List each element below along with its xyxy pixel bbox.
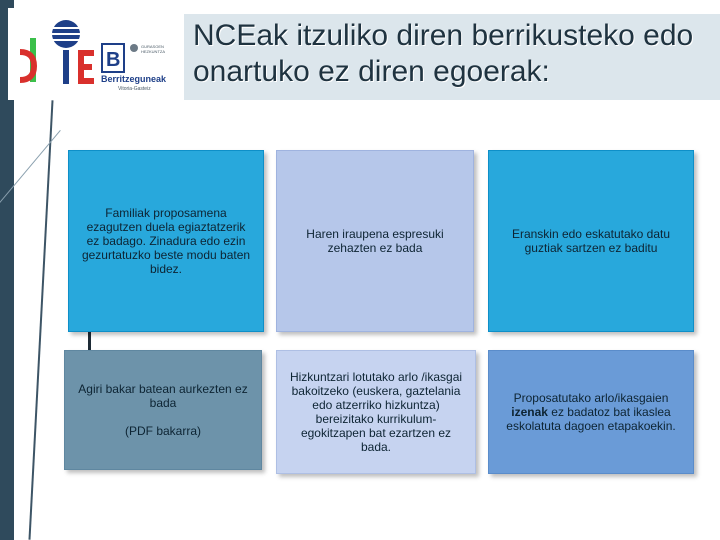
- cell-text-bold: izenak: [511, 405, 548, 419]
- decorative-line: [28, 100, 53, 540]
- grid-cell-r1c1: [68, 150, 264, 332]
- grid-cell-r2c1: [64, 350, 262, 470]
- brand-sub-text: Vitoria-Gasteiz: [118, 86, 151, 92]
- grid-cell-r2c2: [276, 350, 476, 474]
- cell-text-part: ez badatoz bat ikaslea eskolatuta dagoen etapakoekin.: [506, 405, 676, 433]
- grid-cell-r1c2: [276, 150, 474, 332]
- cell-text: Familiak proposamena ezagutzen duela egiaztatzerik ez badago. Zinadura edo ezin gezurtatuzko beste modu baten bidez.: [81, 206, 251, 276]
- logo-area: [8, 8, 184, 100]
- cell-text: Eranskin edo eskatutako datu guztiak sartzen ez baditu: [511, 227, 671, 255]
- grid-cell-r1c3: [488, 150, 694, 332]
- die-logo: [8, 8, 184, 100]
- cell-text: (PDF bakarra): [124, 424, 201, 438]
- dept-text: GURASOEN HEZKUNTZA: [141, 44, 165, 54]
- svg-text:B: B: [106, 49, 121, 71]
- slide-title: NCEak itzuliko diren berrikusteko edo onartuko ez diren egoerak:: [193, 19, 694, 88]
- cell-text-part: Proposatutako arlo/ikasgaien: [513, 391, 669, 405]
- cell-text: Agiri bakar batean aurkezten ez bada: [78, 382, 248, 410]
- cell-text: [499, 391, 683, 433]
- cell-text: Hizkuntzari lotutako arlo /ikasgai bakoitzeko (euskera, gaztelania edo atzerriko hizkuntza) bereizitako kurrikulum-egokitzapen bat ezartzen ez bada.: [289, 370, 463, 454]
- brand-name-text: Berritzeguneak: [101, 74, 167, 84]
- grid-cell-r2c3: [488, 350, 694, 474]
- cell-text: Haren iraupena espresuki zehazten ez bada: [306, 227, 444, 255]
